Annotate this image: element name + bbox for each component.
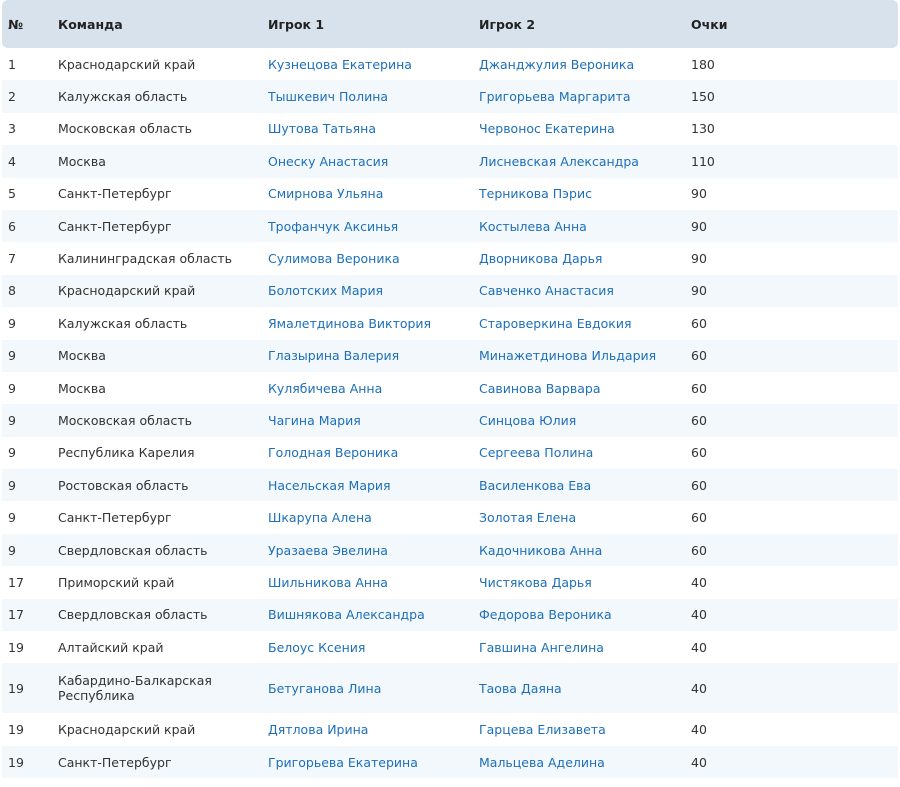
cell-player1[interactable]: Голодная Вероника (268, 445, 399, 461)
cell-rank: 3 (8, 121, 16, 137)
cell-team: Москва (52, 145, 262, 177)
header-player1: Игрок 1 (262, 0, 473, 48)
cell-player1[interactable]: Тышкевич Полина (262, 80, 473, 112)
table-row (2, 80, 898, 112)
table-row (2, 566, 898, 598)
cell-player2[interactable]: Лисневская Александра (473, 145, 685, 177)
table-row (2, 275, 898, 307)
cell-player2[interactable]: Дворникова Дарья (479, 251, 603, 267)
cell-player1[interactable]: Онеску Анастасия (262, 145, 473, 177)
cell-rank: 9 (8, 380, 16, 396)
cell-rank: 8 (2, 275, 52, 307)
cell-points: 40 (691, 722, 707, 738)
table-row (2, 113, 898, 145)
cell-player1[interactable]: Григорьева Екатерина (262, 746, 473, 778)
cell-team: Краснодарский край (58, 56, 196, 72)
cell-team: Калужская область (58, 315, 188, 331)
cell-player2[interactable]: Григорьева Маргарита (473, 80, 685, 112)
cell-rank: 19 (2, 746, 52, 778)
cell-player2[interactable]: Савинова Варвара (479, 380, 601, 396)
cell-player2[interactable]: Мальцева Аделина (473, 746, 685, 778)
cell-player1[interactable]: Кузнецова Екатерина (268, 56, 412, 72)
cell-player2[interactable]: Сергеева Полина (479, 445, 594, 461)
cell-team: Санкт-Петербург (52, 746, 262, 778)
cell-player1[interactable]: Ямалетдинова Виктория (268, 315, 432, 331)
cell-rank: 9 (2, 404, 52, 436)
cell-rank: 19 (2, 663, 52, 713)
header-points: Очки (685, 0, 898, 48)
cell-team: Калининградская область (58, 251, 233, 267)
cell-points: 90 (685, 210, 898, 242)
cell-player1[interactable]: Шильникова Анна (268, 574, 388, 590)
cell-points: 60 (691, 510, 707, 526)
cell-rank: 5 (8, 186, 16, 202)
cell-player1[interactable]: Шутова Татьяна (268, 121, 376, 137)
cell-player1[interactable]: Болотских Мария (262, 275, 473, 307)
table-row (2, 631, 898, 663)
cell-rank: 4 (2, 145, 52, 177)
cell-points: 40 (685, 663, 898, 713)
cell-rank: 17 (8, 574, 24, 590)
cell-team: Свердловская область (52, 599, 262, 631)
cell-points: 40 (691, 639, 707, 655)
cell-points: 90 (691, 251, 707, 267)
table-row (2, 210, 898, 242)
table-row (2, 307, 898, 339)
cell-player1[interactable]: Бетуганова Лина (262, 663, 473, 713)
cell-team: Приморский край (58, 574, 175, 590)
header-team: Команда (52, 0, 262, 48)
table-row (2, 404, 898, 436)
cell-player2[interactable]: Синцова Юлия (473, 404, 685, 436)
cell-team: Калужская область (52, 80, 262, 112)
cell-player1[interactable]: Сулимова Вероника (268, 251, 400, 267)
cell-rank: 19 (8, 639, 24, 655)
cell-rank: 19 (8, 722, 24, 738)
results-table-container (2, 0, 898, 778)
cell-points: 60 (691, 445, 707, 461)
table-row (2, 469, 898, 501)
cell-player2[interactable]: Гавшина Ангелина (479, 639, 604, 655)
cell-player2[interactable]: Червонос Екатерина (479, 121, 615, 137)
cell-team: Краснодарский край (52, 275, 262, 307)
cell-player1[interactable]: Шкарупа Алена (268, 510, 372, 526)
cell-points: 60 (691, 380, 707, 396)
cell-rank: 9 (2, 469, 52, 501)
cell-team: Московская область (52, 404, 262, 436)
header-rank: № (2, 0, 52, 48)
cell-team: Санкт-Петербург (58, 510, 172, 526)
cell-points: 110 (685, 145, 898, 177)
table-row (2, 534, 898, 566)
cell-rank: 9 (2, 340, 52, 372)
table-row (2, 746, 898, 778)
table-row (2, 372, 898, 404)
cell-team: Кабардино-Балкарская Республика (52, 663, 262, 713)
cell-team: Санкт-Петербург (58, 186, 172, 202)
table-row (2, 145, 898, 177)
table-header (2, 0, 898, 48)
table-row (2, 242, 898, 274)
cell-team: Москва (58, 380, 106, 396)
cell-player1[interactable]: Глазырина Валерия (262, 340, 473, 372)
table-row (2, 663, 898, 713)
cell-points: 90 (685, 275, 898, 307)
cell-player1[interactable]: Смирнова Ульяна (268, 186, 384, 202)
cell-points: 60 (685, 469, 898, 501)
cell-team: Московская область (58, 121, 192, 137)
cell-team: Свердловская область (52, 534, 262, 566)
cell-points: 40 (691, 574, 707, 590)
cell-player1[interactable]: Насельская Мария (262, 469, 473, 501)
cell-player1[interactable]: Кулябичева Анна (268, 380, 383, 396)
cell-player2[interactable]: Терникова Пэрис (479, 186, 592, 202)
cell-team: Санкт-Петербург (52, 210, 262, 242)
cell-player1[interactable]: Вишнякова Александра (262, 599, 473, 631)
cell-player1[interactable]: Чагина Мария (262, 404, 473, 436)
cell-player2[interactable]: Костылева Анна (473, 210, 685, 242)
header-player2: Игрок 2 (473, 0, 685, 48)
table-row (2, 599, 898, 631)
cell-points: 60 (685, 340, 898, 372)
cell-rank: 7 (8, 251, 16, 267)
cell-points: 60 (685, 534, 898, 566)
table-row (2, 501, 898, 533)
cell-team: Алтайский край (58, 639, 164, 655)
cell-player2[interactable]: Чистякова Дарья (479, 574, 592, 590)
cell-rank: 2 (2, 80, 52, 112)
cell-player2[interactable]: Федорова Вероника (473, 599, 685, 631)
cell-rank: 9 (2, 534, 52, 566)
cell-points: 60 (691, 315, 707, 331)
cell-rank: 6 (2, 210, 52, 242)
cell-rank: 1 (8, 56, 16, 72)
cell-team: Краснодарский край (58, 722, 196, 738)
cell-player1[interactable]: Уразаева Эвелина (262, 534, 473, 566)
cell-player2[interactable]: Таова Даяна (473, 663, 685, 713)
cell-points: 40 (685, 599, 898, 631)
table-row (2, 178, 898, 210)
cell-team: Москва (52, 340, 262, 372)
results-table (2, 0, 898, 778)
cell-team: Республика Карелия (58, 445, 195, 461)
cell-player1[interactable]: Белоус Ксения (268, 639, 366, 655)
cell-points: 180 (691, 56, 715, 72)
table-row (2, 48, 898, 80)
table-row (2, 340, 898, 372)
cell-rank: 9 (8, 510, 16, 526)
cell-player2[interactable]: Староверкина Евдокия (479, 315, 632, 331)
cell-player2[interactable]: Василенкова Ева (473, 469, 685, 501)
cell-points: 150 (685, 80, 898, 112)
cell-rank: 9 (8, 445, 16, 461)
cell-player2[interactable]: Кадочникова Анна (473, 534, 685, 566)
header-row (2, 0, 898, 48)
cell-player2[interactable]: Гарцева Елизавета (479, 722, 606, 738)
cell-points: 90 (691, 186, 707, 202)
cell-rank: 9 (8, 315, 16, 331)
cell-player2[interactable]: Савченко Анастасия (473, 275, 685, 307)
cell-points: 130 (691, 121, 715, 137)
cell-points: 60 (685, 404, 898, 436)
cell-player2[interactable]: Джанджулия Вероника (479, 56, 635, 72)
cell-rank: 17 (2, 599, 52, 631)
cell-player2[interactable]: Золотая Елена (479, 510, 577, 526)
table-row (2, 437, 898, 469)
table-body (2, 48, 898, 778)
cell-points: 40 (685, 746, 898, 778)
table-row (2, 713, 898, 745)
cell-player1[interactable]: Трофанчук Аксинья (262, 210, 473, 242)
cell-team: Ростовская область (52, 469, 262, 501)
cell-player2[interactable]: Минажетдинова Ильдария (473, 340, 685, 372)
cell-player1[interactable]: Дятлова Ирина (268, 722, 369, 738)
